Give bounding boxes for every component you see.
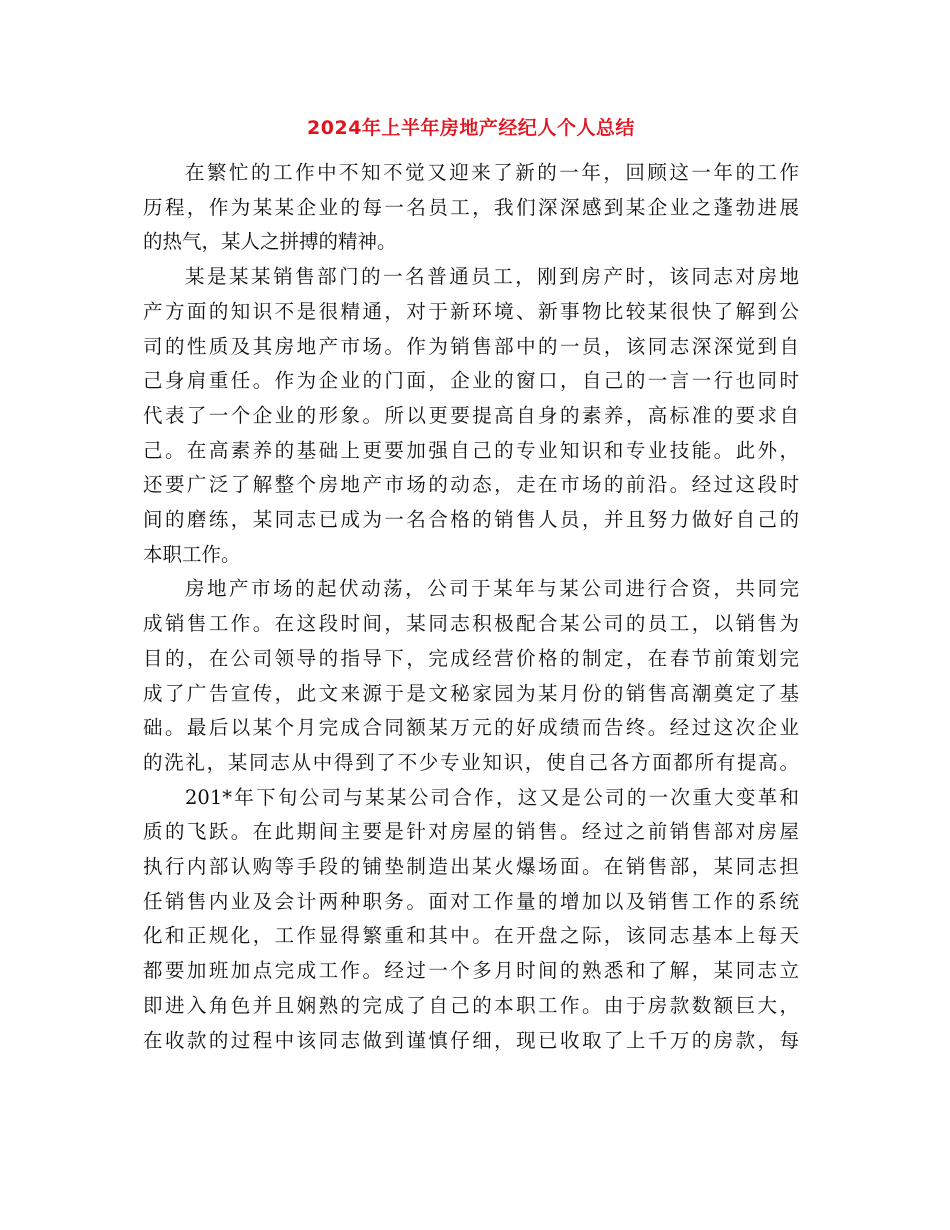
text-line: 己身肩重任。作为企业的门面，企业的窗口，自己的一言一行也同时 [143,369,799,393]
document-title: 2024年上半年房地产经纪人个人总结 [307,117,635,139]
text-line: 化和正规化，工作显得繁重和其中。在开盘之际，该同志基本上每天 [143,924,799,948]
text-line: 目的，在公司领导的指导下，完成经营价格的制定，在春节前策划完 [143,646,799,670]
text-line: 都要加班加点完成工作。经过一个多月时间的熟悉和了解，某同志立 [143,959,799,983]
text-line: 质的飞跃。在此期间主要是针对房屋的销售。经过之前销售部对房屋 [143,820,799,844]
document-body [143,156,799,1058]
paragraph-2 [143,260,799,572]
text-line: 代表了一个企业的形象。所以更要提高自身的素养，高标准的要求自 [143,403,799,427]
paragraph-1 [143,156,799,260]
text-line: 的洗礼，某同志从中得到了不少专业知识，使自己各方面都所有提高。 [143,750,799,774]
text-line: 间的磨练，某同志已成为一名合格的销售人员，并且努力做好自己的 [143,508,799,532]
text-line: 房地产市场的起伏动荡，公司于某年与某公司进行合资，共同完 [185,577,799,601]
text-line: 成了广告宣传，此文来源于是文秘家园为某月份的销售高潮奠定了基 [143,681,799,705]
document-page [143,0,799,1230]
text-line: 201*年下旬公司与某某公司合作，这又是公司的一次重大变革和 [185,785,799,809]
text-line: 即进入角色并且娴熟的完成了自己的本职工作。由于房款数额巨大， [143,993,799,1017]
text-line: 成销售工作。在这段时间，某同志积极配合某公司的员工，以销售为 [143,612,799,636]
text-line: 司的性质及其房地产市场。作为销售部中的一员，该同志深深觉到自 [143,334,799,358]
text-line: 产方面的知识不是很精通，对于新环境、新事物比较某很快了解到公 [143,299,799,323]
text-line: 还要广泛了解整个房地产市场的动态，走在市场的前沿。经过这段时 [143,473,799,497]
text-line: 础。最后以某个月完成合同额某万元的好成绩而告终。经过这次企业 [143,716,799,740]
text-line: 历程，作为某某企业的每一名员工，我们深深感到某企业之蓬勃进展 [143,195,799,219]
text-line: 己。在高素养的基础上更要加强自己的专业知识和专业技能。此外， [143,438,799,462]
text-line: 任销售内业及会计两种职务。面对工作量的增加以及销售工作的系统 [143,889,799,913]
paragraph-4 [143,781,799,1059]
text-line: 执行内部认购等手段的铺垫制造出某火爆场面。在销售部，某同志担 [143,855,799,879]
text-line: 的热气，某人之拼搏的精神。 [143,230,397,254]
text-line: 某是某某销售部门的一名普通员工，刚到房产时，该同志对房地 [185,265,799,289]
text-line: 在收款的过程中该同志做到谨慎仔细，现已收取了上千万的房款，每 [143,1028,799,1052]
paragraph-3 [143,572,799,780]
text-line: 本职工作。 [143,542,241,566]
text-line: 在繁忙的工作中不知不觉又迎来了新的一年，回顾这一年的工作 [185,161,799,184]
